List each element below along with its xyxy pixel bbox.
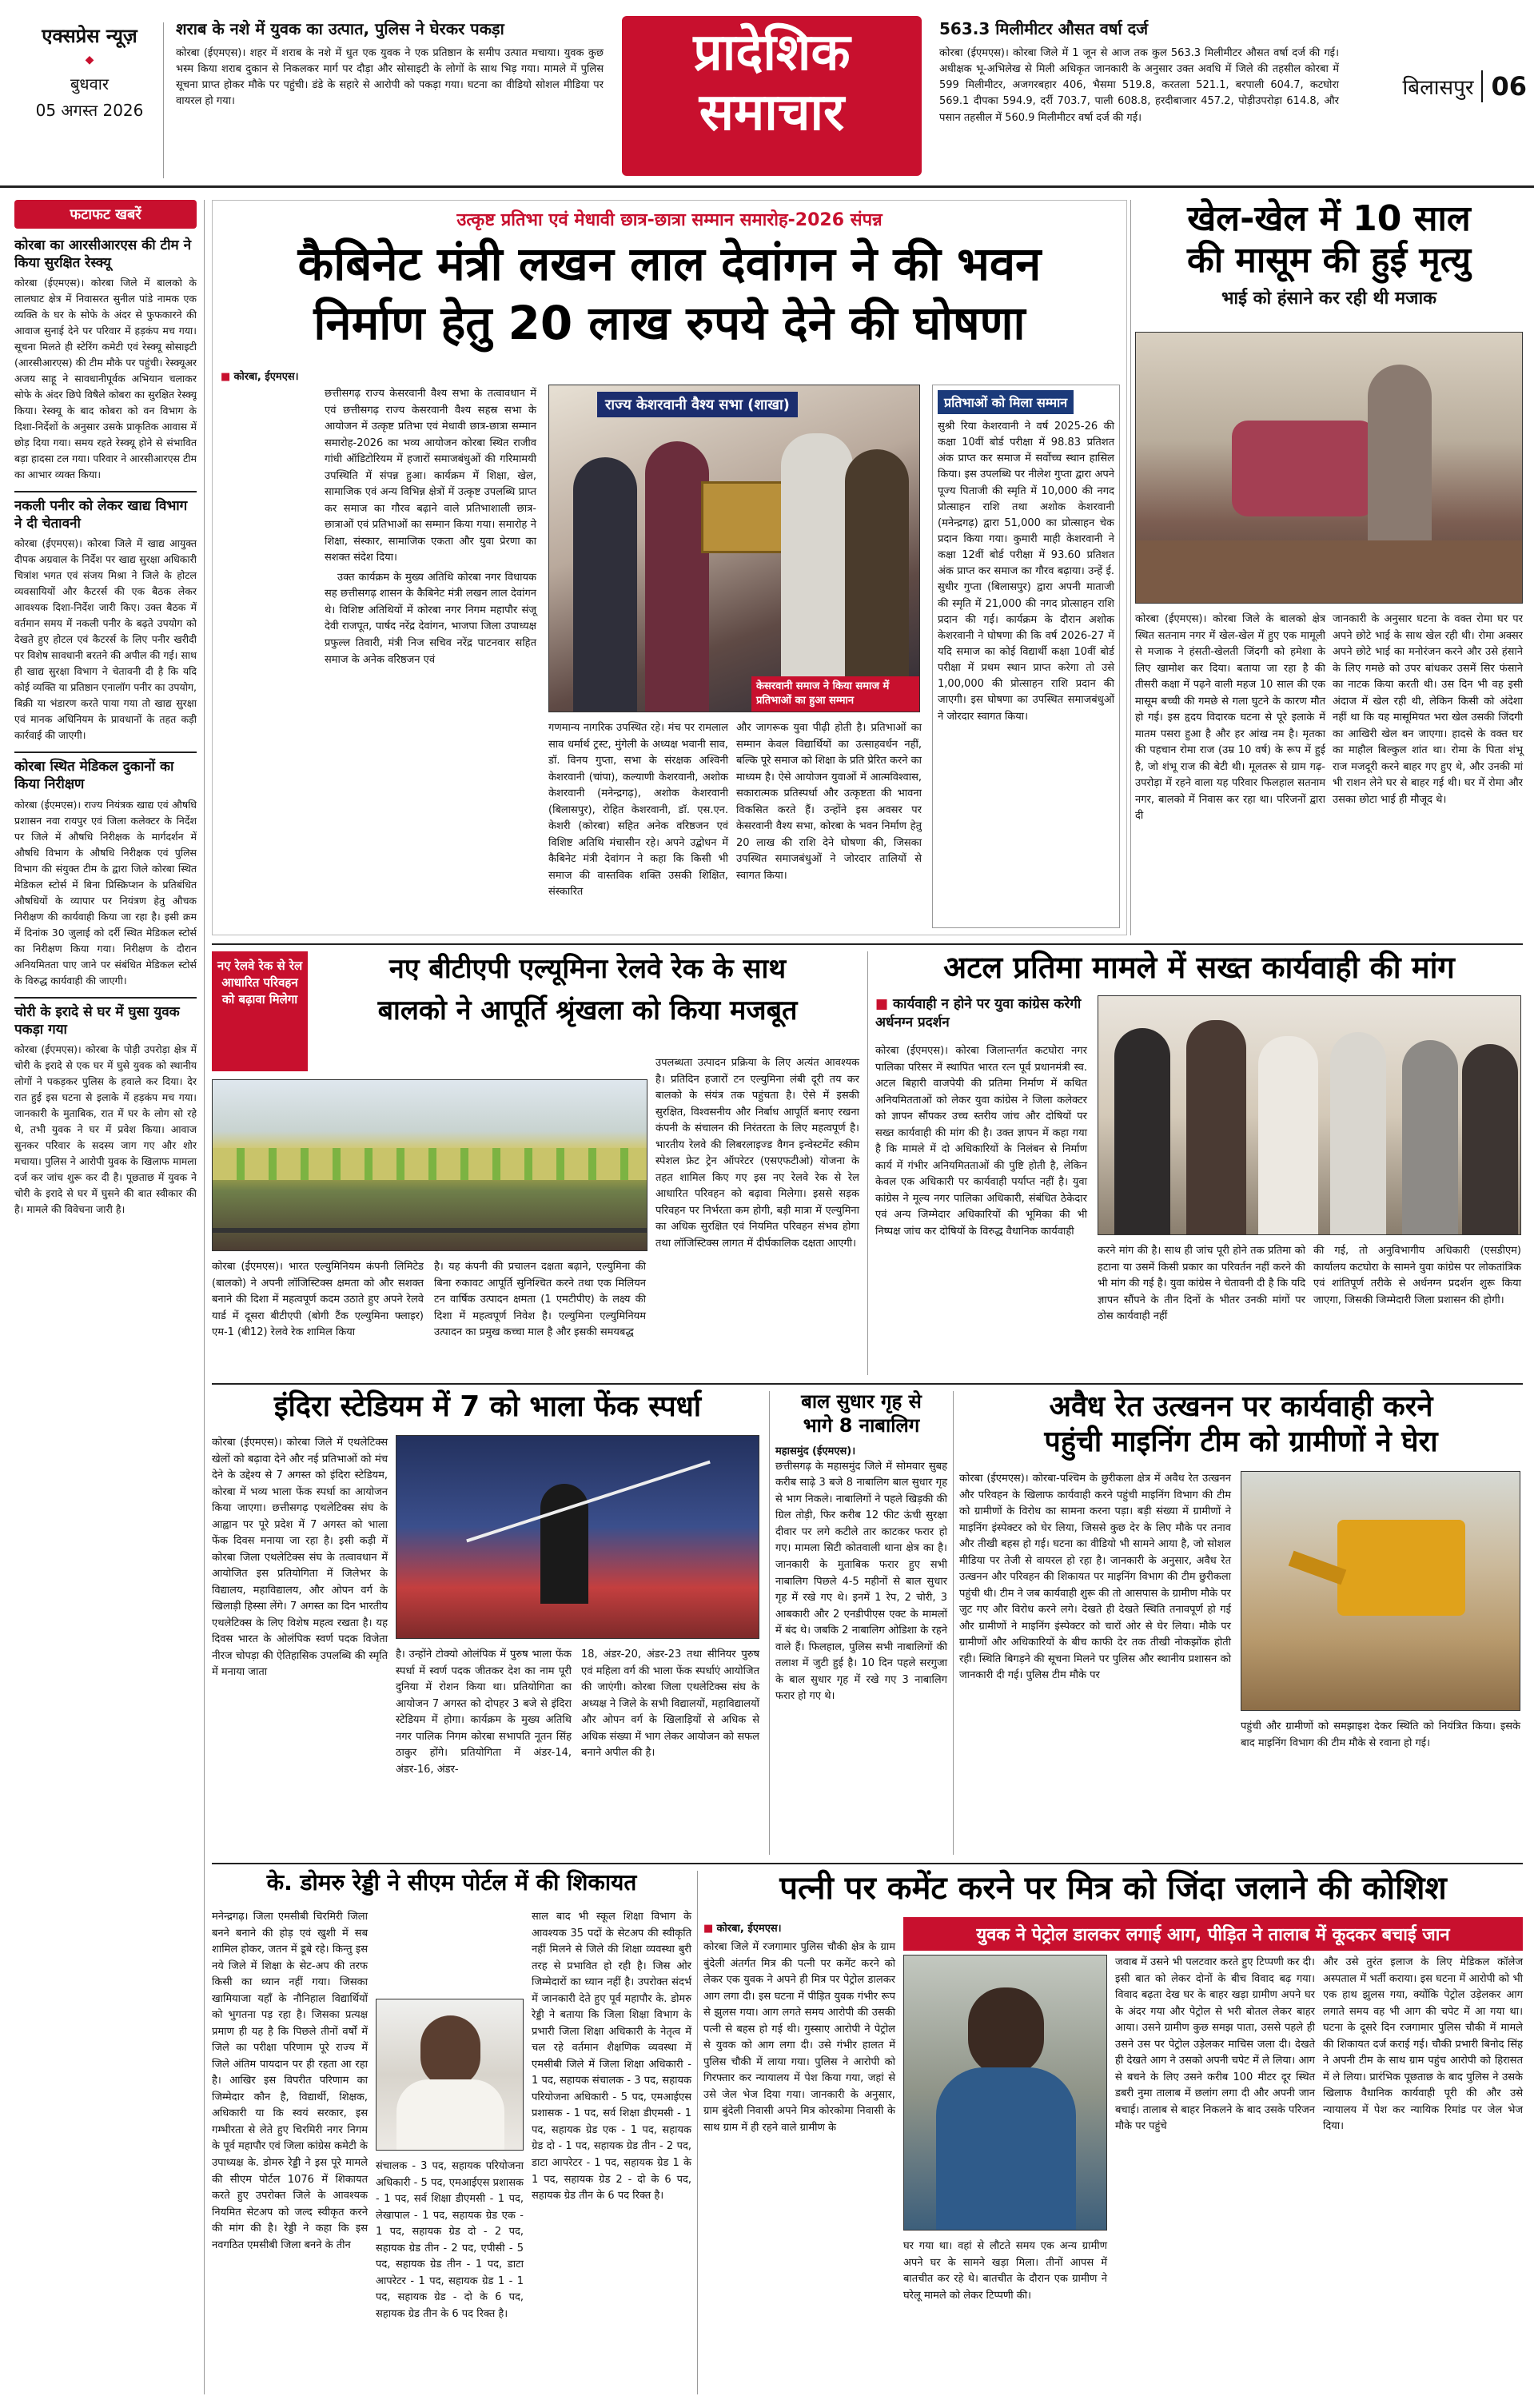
top-left-body: कोरबा (ईएमएस)। शहर में शराब के नशे में धुत एक युवक ने एक प्रतिष्ठान के समीप उत्पात मचाया। युवक कुछ भस्म किया शराब दुकान से निकलकर मार्ग पर दौड़ा और सोसाइटी के लोगों के साथ भिड़ गया। मामले में पुलिस सूचना प्राप्त होकर मौके पर पहुंची। डंडे के सहारे से आरोपी को पकड़ा गया। घटना का वीडियो सोशल मीडिया पर वायरल हो गया। — [176, 47, 604, 108]
sidebar — [14, 200, 197, 2394]
javelin-body-3-text: 18, अंडर-20, अंडर-23 तथा सीनियर पुरुष एवं महिला वर्ग की भाला फेंक स्पर्धाएं आयोजित की जाएंगी। कोरबा जिला एथलेटिक्स संघ के अध्यक्ष ने जिले के सभी विद्यालयों, महाविद्यालयों और ओपन वर्ग के खिलाड़ियों से अधिक से अधिक संख्या में भाग लेकर आयोजन को सफल बनाने अपील की है। — [581, 1649, 759, 1760]
rail-body-3 — [655, 1055, 859, 1252]
lead-body-2 — [548, 720, 728, 901]
child-subhead: भाई को हंसाने कर रही थी मजाक — [1221, 288, 1437, 309]
reddy-headline: के. डोमरु रेड्डी ने सीएम पोर्टल में की शिकायत — [266, 1869, 637, 1896]
juvenile-headline-2: भागे 8 नाबालिग — [803, 1414, 920, 1437]
fire-subhead — [903, 1917, 1523, 1951]
sand-headline-2: पहुंची माइनिंग टीम को ग्रामीणों ने घेरा — [1044, 1425, 1438, 1458]
reddy-body-1-text: मनेन्द्रगढ़। जिला एमसीबी चिरमिरी जिला बनने बनाने की होड़ एवं खुशी में सब शामिल होकर, जतन में डूबे रहे। किन्तु इस नये जिले में शिक्षा के सेट-अप की तरफ किसी का ध्यान नहीं गया। जिसका खामियाजा यहाँ के नौनिहाल विद्यार्थियों को भुगतना पड़ रहा है। जिसका प्रत्यक्ष प्रमाण ही यह है कि पिछले तीनों वर्षों में जिले का परीक्षा परिणाम पूरे राज्य में जिले अंतिम पायदान पर ही रहता आ रहा है। आखिर इस विपरीत परिणाम का जिम्मेदार कौन है, विद्यार्थी, शिक्षक, अधिकारी या कि स्वयं सरकार, इस गम्भीरता से लेते हुए चिरमिरी नगर निगम के पूर्व महापौर एवं जिला कांग्रेस कमेटी के उपाध्यक्ष के. डोमरु रेड्डी ने इस पूरे मामले की सीएम पोर्टल 1076 में शिकायत करते हुए उपरोक्त जिले के आवश्यक नियमित सेटअप को जल्द स्वीकृत करने की मांग की है। रेड्डी ने कहा कि इस नवगठित एमसीबी जिला बनने के तीन — [212, 1911, 368, 2251]
sidebar-item-body: कोरबा (ईएमएस)। कोरबा जिले में खाद्य आयुक्त दीपक अग्रवाल के निर्देश पर खाद्य सुरक्षा अधिकारी चित्रांश भगत एवं संजय मिश्रा ने जिले के होटल व्यवसायियों और कैटरर्स की एक बैठक लेकर आवश्यक दिशा-निर्देश जारी किए। उक्त बैठक में वर्तमान समय में नकली पनीर के बढ़ते उपयोग को देखते हुए होटल एवं कैटरर्स के लिए पनीर खरीदी पर विशेष सावधानी बरतने की अपील की गई। साथ ही खाद्य सुरक्षा विभाग ने चेतावनी दी है कि यदि कोई व्यक्ति या प्रतिष्ठान एनालॉग पनीर का उपयोग, बिक्री या भंडारण करते पाया गया तो खाद्य सुरक्षा एवं मानक अधिनियम के प्रावधानों के तहत कड़ी कार्रवाई की जाएगी। — [14, 537, 197, 742]
statue-body-3-text: की गई, तो अनुविभागीय अधिकारी (एसडीएम) कार्यालय कटघोरा के सामने युवा कांग्रेस पर लोकतांत्रिक एवं शांतिपूर्ण तरीके से अर्धनग्न प्रदर्शन शुरू किया जाएगा, जिसकी जिम्मेदारी जिला प्रशासन की होगी। — [1313, 1245, 1521, 1306]
masthead — [0, 0, 1534, 188]
lead-kicker: उत्कृष्ट प्रतिभा एवं मेधावी छात्र-छात्रा सम्मान समारोह-2026 संपन्न — [456, 210, 883, 230]
sand-story — [959, 1391, 1523, 1855]
rail-body-2 — [434, 1259, 646, 1342]
lead-photo-caption: केसरवानी समाज ने किया समाज में प्रतिभाओं का हुआ सम्मान — [751, 676, 919, 712]
sidebar-item-title: कोरबा स्थित मेडिकल दुकानों का किया निरीक्षण — [14, 759, 174, 793]
rail-tag-text: नए रेलवे रेक से रेल आधारित परिवहन को बढ़ावा मिलेगा — [217, 959, 303, 1007]
sidebar-header-label: फटाफट खबरें — [70, 206, 141, 223]
child-body-1-text: कोरबा (ईएमएस)। कोरबा जिले के बालको क्षेत्र स्थित सतनाम नगर में खेल-खेल में हुए एक मामूली से मजाक ने हंसती-खेलती जिंदगी को हमेशा के लिए खामोश कर दिया। बताया जा रहा है की तीसरी कक्षा में पढ़ने वाली महज 10 साल की एक मासूम बच्ची की गमछे से गला घुटने के कारण मौत हो गई। इस हृदय विदारक घटना से पूरे इलाके में मातम पसरा हुआ है और हर आंख नम है। मृतका की पहचान रोमा राज (उम्र 10 वर्ष) के रूप में हुई है, जो शंभू राज की बेटी थी। मूलतरू से ग्राम गढ़-उपरोड़ा में रहने वाला यह परिवार फिलहाल सतनाम नगर, बालको में निवास कर रहा था। परिजनों द्वारा दी — [1135, 613, 1325, 823]
issue-date: 05 अगस्त 2026 — [35, 101, 144, 120]
fire-body-4 — [1323, 1955, 1523, 2135]
statue-body-2 — [1098, 1243, 1305, 1326]
javelin-photo — [396, 1435, 759, 1639]
top-left-headline: शराब के नशे में युवक का उत्पात, पुलिस ने घेरकर पकड़ा — [176, 19, 504, 38]
lead-body-2-text: गणमान्य नागरिक उपस्थित रहे। मंच पर रामलाल साव धर्मार्थ ट्रस्ट, मुंगेली के अध्यक्ष भवानी साव, डॉ. विनय गुप्ता, सभा के संरक्षक अश्विनी केशरवानी (चांपा), कल्याणी केशरवानी, अशोक केशरवानी (मनेन्द्रगढ़), अशोक केशरवानी (बिलासपुर), रोहित केशरवानी, डॉ. एस.एन. केशरी (कोरबा) सहित अनेक वरिष्ठजन एवं विशिष्ट अतिथि मंचासीन रहे। अपने उद्बोधन में कैबिनेट मंत्री देवांगन ने कहा कि किसी भी समाज की वास्तविक शक्ति उसकी शिक्षित, संस्कारित — [548, 722, 728, 899]
rail-photo — [212, 1079, 647, 1251]
reddy-body-2-text: साल बाद भी स्कूल शिक्षा विभाग के आवश्यक 35 पदों के सेटअप की स्वीकृति नहीं मिलने से जिले की शिक्षा व्यवस्था बुरी तरह से प्रभावित हो रही है। जिस ओर जिम्मेदारों का ध्यान नहीं है। उपरोक्त संदर्भ में जानकारी देते हुए पूर्व महापौर के. डोमरु रेड्डी ने बताया कि जिला शिक्षा विभाग के प्रभारी जिला शिक्षा अधिकारी के नेतृत्व में चल रहे वर्तमान शैक्षणिक व्यवस्था में एमसीबी जिले में जिला शिक्षा अधिकारी - 1 पद, सहायक संचालक - 3 पद, सहायक परियोजना अधिकारी - 5 पद, एमआईएस प्रशासक - 1 पद, सर्व शिक्षा डीएमसी - 1 पद, सहायक ग्रेड एक - 1 पद, सहायक ग्रेड दो - 1 पद, सहायक ग्रेड तीन - 2 पद, डाटा आपरेटर - 1 पद, सहायक ग्रेड 1 के 1 पद, सहायक ग्रेड 2 - दो के 6 पद, सहायक ग्रेड तीन के 6 पद रिक्त है। — [532, 1911, 691, 2203]
juvenile-story — [775, 1391, 947, 1855]
fire-body-2-text: घर गया था। वहां से लौटते समय एक अन्य ग्रामीण अपने घर के सामने खड़ा मिला। तीनों आपस में बातचीत कर रहे थे। बातचीत के दौरान एक ग्रामीण ने घरेलू मामले को लेकर टिप्पणी की। — [903, 2240, 1107, 2302]
lead-sidebox — [932, 385, 1120, 928]
lead-body-3 — [736, 720, 922, 884]
sand-body-1-text: कोरबा (ईएमएस)। कोरबा-पश्चिम के छुरीकला क्षेत्र में अवैध रेत उत्खनन और परिवहन के खिलाफ कार्यवाही करने पहुंची माइनिंग विभाग की टीम को ग्रामीणों के विरोध का सामना करना पड़ा। बड़ी संख्या में ग्रामीणों ने माइनिंग इंस्पेक्टर को घेर लिया, जिससे कुछ देर के लिए मौके पर तनाव और तीखी बहस हो गई। घटना का वीडियो भी सामने आया है, जो सोशल मीडिया पर तेजी से वायरल हो रहा है। जानकारी के अनुसार, अवैध रेत उत्खनन और परिवहन की शिकायत पर माइनिंग विभाग की टीम छुरीकला पहुंची थी। टीम ने जब कार्यवाही शुरू की तो आसपास के ग्रामीण मौके पर जुट गए और विरोध करने लगे। देखते ही देखते स्थिति तनावपूर्ण हो गई और ग्रामीणों ने माइनिंग इंस्पेक्टर को चारों ओर से घेर लिया। मौके पर ग्रामीणों और अधिकारियों के बीच काफी देर तक तीखी नोकझोंक होती रही। स्थिति बिगड़ने की सूचना मिलने पर पुलिस और स्थानीय प्रशासन को जानकारी दी गई। पुलिस टीम मौके पर — [959, 1473, 1231, 1682]
paper-brand — [16, 22, 164, 178]
top-right-headline: 563.3 मिलीमीटर औसत वर्षा दर्ज — [939, 19, 1149, 38]
sidebar-item — [14, 497, 197, 744]
fire-story — [703, 1871, 1523, 2394]
lead-dateline — [221, 369, 428, 383]
statue-tag-text: कार्यवाही न होने पर युवा कांग्रेस करेगी अर्धनग्न प्रदर्शन — [875, 996, 1082, 1031]
javelin-body-1-text: कोरबा (ईएमएस)। कोरबा जिले में एथलेटिक्स खेलों को बढ़ावा देने और नई प्रतिभाओं को मंच देने के उद्देश्य से 7 अगस्त को इंदिरा स्टेडियम, कोरबा में भव्य भाला फेंक स्पर्धा का आयोजन किया जाएगा। छत्तीसगढ़ एथलेटिक्स संघ के आह्वान पर पूरे प्रदेश में 7 अगस्त को भाला फेंक दिवस मनाया जा रहा है। इसी कड़ी में कोरबा जिला एथलेटिक्स संघ के तत्वावधान में आयोजित इस प्रतियोगिता में जिलेभर के विद्यालय, महाविद्यालय, और ओपन वर्ग के खिलाड़ी हिस्सा लेंगे। 7 अगस्त का दिन भारतीय एथलेटिक्स के लिए विशेष महत्व रखता है। यह दिवस भारत के ओलंपिक स्वर्ण पदक विजेता नीरज चोपड़ा की ऐतिहासिक उपलब्धि की स्मृति में मनाया जाता — [212, 1437, 388, 1679]
reddy-body-2 — [532, 1909, 691, 2205]
javelin-body-2-text: है। उन्होंने टोक्यो ओलंपिक में पुरुष भाला फेंक स्पर्धा में स्वर्ण पदक जीतकर देश का नाम पूरी दुनिया में रोशन किया था। प्रतियोगिता का आयोजन 7 अगस्त को दोपहर 3 बजे से इंदिरा स्टेडियम में होगा। कार्यक्रम के मुख्य अतिथि नगर पालिक निगम कोरबा सभापति नूतन सिंह ठाकुर होंगे। प्रतियोगिता में अंडर-14, अंडर-16, अंडर- — [396, 1649, 572, 1776]
sand-body-2-text: पहुंची और ग्रामीणों को समझाइश देकर स्थिति को नियंत्रित किया। इसके बाद माइनिंग विभाग की टीम मौके से रवाना हो गई। — [1241, 1720, 1520, 1749]
reddy-body-1 — [212, 1909, 368, 2254]
javelin-body-3 — [581, 1647, 759, 1762]
child-headline-2: की मासूम की हुई मृत्यु — [1187, 240, 1471, 281]
lead-sidebox-body: सुश्री रिया केशरवानी ने वर्ष 2025-26 की कक्षा 10वीं बोर्ड परीक्षा में 98.83 प्रतिशत अंक प्राप्त कर समाज में सर्वोच्च स्थान हासिल किया। इस उपलब्धि पर नीलेश गुप्ता द्वारा अपने पूज्य पिताजी की स्मृति में 10,000 की नगद प्रोत्साहन राशि तथा अशोक केशरवानी (मनेन्द्रगढ़) द्वारा 51,000 का प्रोत्साहन चेक प्रदान किया गया। कुमारी माही केशरवानी ने कक्षा 12वीं बोर्ड परीक्षा में 93.60 प्रतिशत अंक प्राप्त कर समाज का गौरव बढ़ाया। उन्हें ई. सुधीर गुप्ता (बिलासपुर) द्वारा अपनी माताजी की स्मृति में 21,000 की नगद प्रोत्साहन राशि प्रदान की गई। कार्यक्रम के दौरान अशोक केशरवानी ने घोषणा की कि वर्ष 2026-27 में यदि समाज का कोई विद्यार्थी कक्षा 10वीं बोर्ड परीक्षा में प्रथम स्थान प्राप्त करेगा तो उसे 1,00,000 की प्रोत्साहन राशि प्रदान की जाएगी। इस घोषणा का उपस्थित समाजबंधुओं ने जोरदार स्वागत किया। — [938, 421, 1114, 723]
reddy-body-3 — [376, 2159, 524, 2322]
bullet-icon: ■ — [875, 996, 889, 1012]
rail-headline-2: बालको ने आपूर्ति श्रृंखला को किया मजबूत — [377, 995, 798, 1027]
child-body-2 — [1333, 612, 1523, 808]
sidebar-item-body: कोरबा (ईएमएस)। कोरबा जिले में बालको के लालघाट क्षेत्र में निवासरत सुनील पांडे नामक एक व्यक्ति के घर के सोफे के अंदर से फुफकारने की आवाज सुनाई देने पर परिवार में हड़कंप मच गया। सूचना मिलते ही स्टेरिंग कमेटी एवं रेस्क्यू सोसाइटी (आरसीआरएस) की टीम मौके पर पहुंची। रेस्क्यूअर अजय साहू ने सावधानीपूर्वक अभियान चलाकर सोफे के अंदर छिपे विषैले कोबरा का सुरक्षित रेस्क्यू किया। रेस्क्यू के बाद कोबरा को वन विभाग के दिशा-निर्देशों के अनुसार उसके प्राकृतिक आवास में छोड़ दिया गया। समय रहते रेस्क्यू होने से संभावित बड़ा हादसा टल गया। परिवार ने आरसीआरएस टीम का आभार व्यक्त किया। — [14, 277, 197, 481]
fire-headline: पत्नी पर कमेंट करने पर मित्र को जिंदा जलाने की कोशिश — [779, 1870, 1447, 1907]
paper-name: एक्सप्रेस न्यूज़ — [42, 25, 137, 47]
lead-story — [212, 200, 1127, 935]
statue-story — [875, 951, 1523, 1375]
sidebar-item — [14, 237, 197, 483]
child-headline-1: खेल-खेल में 10 साल — [1187, 198, 1471, 239]
rail-body-1 — [212, 1259, 424, 1342]
fire-body-4-text: और उसे तुरंत इलाज के लिए मेडिकल कॉलेज अस्पताल में भर्ती कराया। इस घटना में आरोपी को भी एक हाथ झुलस गया, क्योंकि पेट्रोल उड़ेलकर आग लगाते समय वह भी आग की चपेट में आ गया था। घटना के दूसरे दिन रजगामार पुलिस चौकी में मामले की शिकायत दर्ज कराई गई। चौकी प्रभारी बिनोद सिंह ने अपनी टीम के साथ ग्राम पहुंच आरोपी को हिरासत में ले लिया। प्रारंभिक पूछताछ के बाद पुलिस ने उसके खिलाफ वैधानिक कार्यवाही पूरी की और उसे न्यायालय में पेश कर न्यायिक रिमांड पर जेल भेज दिया। — [1323, 1956, 1523, 2133]
sidebar-item-body: कोरबा (ईएमएस)। कोरबा के पोड़ी उपरोड़ा क्षेत्र में चोरी के इरादे से एक घर में घुसे युवक को स्थानीय लोगों ने पकड़कर पुलिस के हवाले कर दिया। देर रात हुई इस घटना से इलाके में हड़कंप मच गया। जानकारी के मुताबिक, रात में घर के लोग सो रहे थे, तभी युवक ने घर में प्रवेश किया। आवाज सुनकर परिवार के सदस्य जाग गए और शोर मचाया। पुलिस ने आरोपी युवक के खिलाफ मामला दर्ज कर जांच शुरू कर दी है। पूछताछ में युवक ने चोरी के इरादे से घर में घुसने की बात स्वीकार की है। मामले की विवेचना जारी है। — [14, 1043, 197, 1215]
section-title-1: प्रादेशिक — [693, 23, 851, 82]
juvenile-dateline: महासमुंद (ईएमएस)। — [775, 1445, 856, 1457]
bullet-icon: ■ — [703, 1923, 714, 1935]
javelin-body-1 — [212, 1435, 388, 1681]
fire-dateline-text: कोरबा, ईएमएस। — [716, 1923, 782, 1935]
fire-subhead-text: युवक ने पेट्रोल डालकर लगाई आग, पीड़ित ने तालाब में कूदकर बचाई जान — [976, 1925, 1450, 1945]
child-photo — [1135, 332, 1523, 604]
lead-body-1 — [325, 386, 536, 668]
rail-body-2-text: है। यह कंपनी की प्रचालन दक्षता बढ़ाने, एल्युमिना की बिना रुकावट आपूर्ति सुनिश्चित करने तथा एक मिलियन टन वार्षिक उत्पादन क्षमता (1 एमटीपीए) के लक्ष्य की दिशा में महत्वपूर्ण निवेश है। एल्युमिना एल्युमिनियम उत्पादन का प्रमुख कच्चा माल है और इसकी समयबद्ध — [434, 1261, 646, 1339]
sidebar-item-body: कोरबा (ईएमएस)। राज्य नियंत्रक खाद्य एवं औषधि प्रशासन नवा रायपुर एवं जिला कलेक्टर के निर्देश पर जिले में औषधि निरीक्षक के मार्गदर्शन में औषधि विभाग के औषधि निरीक्षक एवं पुलिस विभाग की संयुक्त टीम के द्वारा जिले कोरबा स्थित मेडिकल स्टोर्स में बिना प्रिस्क्रिप्शन के प्रतिबंधित औषधियों के व्यापार पर नियंत्रण हेतु औचक निरीक्षण की कार्यवाही किया जा रहा है। इसी क्रम में दिनांक 30 जुलाई को दर्री स्थित मेडिकल स्टोर्स का निरीक्षण किया गया। निरीक्षण के दौरान अनियमितता पाए जाने पर संबंधित मेडिकल स्टोर्स के विरुद्ध कार्यवाही की जाएगी। — [14, 798, 197, 987]
statue-tag — [875, 995, 1087, 1032]
rail-tag — [212, 951, 308, 1071]
top-right-story — [939, 18, 1339, 126]
section-title-2: समाचार — [699, 82, 845, 142]
sidebar-item-title: नकली पनीर को लेकर खाद्य विभाग ने दी चेतावनी — [14, 498, 188, 532]
lead-body-1a: छत्तीसगढ़ राज्य केसरवानी वैश्य सभा के तत्वावधान में एवं छत्तीसगढ़ राज्य केसरवानी वैश्य सहस्र सभा के आयोजन में उत्कृष्ट प्रतिभा एवं मेधावी छात्र-छात्रा सम्मान समारोह-2026 का भव्य आयोजन कोरबा स्थित राजीव गांधी ऑडिटोरियम में हजारों समाजबंधुओं की गरिमामयी उपस्थिति में संपन्न हुआ। कार्यक्रम में शिक्षा, खेल, सामाजिक एवं अन्य विभिन्न क्षेत्रों में उत्कृष्ट उपलब्धि प्राप्त कर समाज का गौरव बढ़ाने वाले प्रतिभाशाली छात्र-छात्राओं एवं प्रतिभाओं का सम्मान किया गया। समारोह ने शिक्षा, संस्कार, सामाजिक एकता और युवा प्रेरणा का सशक्त संदेश दिया। — [325, 388, 536, 564]
sidebar-item-title: चोरी के इरादे से घर में घुसा युवक पकड़ा गया — [14, 1003, 180, 1038]
sand-body-2 — [1241, 1719, 1520, 1752]
reddy-photo — [376, 1999, 524, 2151]
child-body-2-text: जानकारी के अनुसार घटना के वक्त रोमा घर पर अपने छोटे भाई के साथ खेल रही थी। रोमा अक्सर अपने छोटे भाई का मनोरंजन करने और उसे हंसाने के लिए गमछे को उपर बांधकर उसमें सिर फंसाने का नाटक किया करती थी। उस दिन भी वह इसी अंदाज में खेल रही थी, लेकिन किसी को अंदेशा नहीं था कि यह मासूमियत भरा खेल उसकी जिंदगी का आखिरी खेल बन जाएगा। हादसे के वक्त घर का माहौल बिल्कुल शांत था। रोमा के पिता शंभू राज मजदूरी करने बाहर गए हुए थे, और उनकी मां भी राशन लेने घर से बाहर गई थी। घर में रोमा और उसका छोटा भाई ही मौजूद थे। — [1333, 613, 1523, 806]
rail-headline-1: नए बीटीएपी एल्यूमिना रेलवे रेक के साथ — [388, 953, 787, 985]
top-right-body: कोरबा (ईएमएस)। कोरबा जिले में 1 जून से आज तक कुल 563.3 मिलीमीटर औसत वर्षा दर्ज की गई। अधीक्षक भू-अभिलेख से मिली अधिकृत जानकारी के अनुसार उक्त अवधि में जिले की तहसील कोरबा में 599 मिलीमीटर, अजगरबहार 406, भैसमा 519.8, करतला 521.1, बरपाली 604.7, कटघोरा 569.1 दीपका 594.9, दर्री 703.7, पाली 608.8, हरदीबाजार 457.2, पोड़ीउपरोड़ा 614.8, और पसान तहसील में 560.9 मिलीमीटर वर्षा दर्ज की गई। — [939, 47, 1339, 124]
rail-body-1-text: कोरबा (ईएमएस)। भारत एल्युमिनियम कंपनी लिमिटेड (बालको) ने अपनी लॉजिस्टिक्स क्षमता को और सशक्त बनाने की दिशा में महत्वपूर्ण कदम उठाते हुए अपने रेलवे यार्ड में दूसरा बीटीएपी (बोगी टैंक एल्युमिना फ्लाइर) एम-1 (बी12) रेलवे रेक शामिल किया — [212, 1261, 424, 1339]
javelin-story — [212, 1391, 763, 1855]
diamond-icon: ◆ — [85, 54, 94, 66]
sand-photo — [1241, 1471, 1520, 1711]
issue-day: बुधवार — [70, 74, 110, 94]
juvenile-body: छत्तीसगढ़ के महासमुंद जिले में सोमवार सुबह करीब साढ़े 3 बजे 8 नाबालिग बाल सुधार गृह से भाग निकले। नाबालिगों ने पहले खिड़की की ग्रिल तोड़ी, फिर करीब 12 फीट ऊंची सुरक्षा दीवार पर लगे कटीले तार काटकर फरार हो गए। मामला सिटी कोतवाली थाना क्षेत्र का है। जानकारी के मुताबिक फरार हुए सभी नाबालिग पिछले 4-5 महीनों से बाल सुधार गृह में रखे गए थे। इनमें 1 रेप, 2 चोरी, 3 आबकारी और 2 एनडीपीएस एक्ट के मामलों में बंद थे। जबकि 2 नाबालिग ओडिशा के रहने वाले हैं। फिलहाल, पुलिस सभी नाबालिगों की तलाश में जुटी हुई है। 10 दिन पहले सरगुजा के बाल सुधार गृह में रखे गए 3 नाबालिग फरार हो गए थे। — [775, 1460, 947, 1703]
fire-body-3-text: जवाब में उसने भी पलटवार करते हुए टिप्पणी कर दी। इसी बात को लेकर दोनों के बीच विवाद बढ़ गया। विवाद बढ़ता देख घर के बाहर खड़ा ग्रामीण अपने घर के अंदर गया और पेट्रोल से भरी बोतल लेकर बाहर आया। उसने ग्रामीण कुछ समझ पाता, उससे पहले ही उसने उस पर पेट्रोल उड़ेलकर माचिस जला दी। देखते ही देखते आग ने उसको अपनी चपेट में ले लिया। आग से बचने के लिए उसने करीब 100 मीटर दूर स्थित डबरी नुमा तालाब में छलांग लगा दी और अपनी जान बचाई। तालाब से बाहर निकलने के बाद उसके परिजन मौके पर पहुंचे — [1115, 1956, 1315, 2133]
lead-headline-1: कैबिनेट मंत्री लखन लाल देवांगन ने की भवन — [297, 237, 1042, 291]
statue-body-2-text: करने मांग की है। साथ ही जांच पूरी होने तक प्रतिमा को हटाना या उसमें किसी प्रकार का परिवर्तन नहीं करने की भी मांग की गई है। युवा कांग्रेस ने चेतावनी दी है कि यदि ज्ञापन सौंपने के तीन दिनों के भीतर उनकी मांगों पर ठोस कार्यवाही नहीं — [1098, 1245, 1305, 1323]
section-banner — [622, 16, 922, 176]
lead-body-3-text: और जागरूक युवा पीढ़ी होती है। प्रतिभाओं का सम्मान केवल विद्यार्थियों का उत्साहवर्धन नहीं, बल्कि पूरे समाज को शिक्षा के प्रति प्रेरित करने का माध्यम है। ऐसे आयोजन युवाओं में आत्मविश्वास, सकारात्मक प्रतिस्पर्धा और उत्कृष्टता की भावना विकसित करते हैं। उन्होंने इस अवसर पर केसरवानी वैश्य सभा, कोरबा के भवन निर्माण हेतु 20 लाख की राशि देने घोषणा की, जिसका उपस्थित समाजबंधुओं ने जोरदार तालियों से स्वागत किया। — [736, 722, 922, 882]
fire-photo — [903, 1955, 1107, 2231]
sand-body-1 — [959, 1471, 1231, 1684]
statue-headline: अटल प्रतिमा मामले में सख्त कार्यवाही की मांग — [943, 950, 1455, 985]
reddy-body-3-text: संचालक - 3 पद, सहायक परियोजना अधिकारी - 5 पद, एमआईएस प्रशासक - 1 पद, सर्व शिक्षा डीएमसी - 1 पद, लेखापाल - 1 पद, सहायक ग्रेड एक - 1 पद, सहायक ग्रेड दो - 2 पद, सहायक ग्रेड तीन - 2 पद, एपीसी - 5 पद, सहायक ग्रेड तीन - 1 पद, डाटा आपरेटर - 1 पद, सहायक ग्रेड 1 - 1 पद, सहायक ग्रेड - दो के 6 पद, सहायक ग्रेड तीन के 6 पद रिक्त है। — [376, 2160, 524, 2320]
statue-photo — [1098, 995, 1521, 1235]
rail-body-3-text: उपलब्धता उत्पादन प्रक्रिया के लिए अत्यंत आवश्यक है। प्रतिदिन हजारों टन एल्युमिना लंबी दूरी तय कर बालको के संयंत्र तक पहुंचता है। ऐसे में इसकी सुरक्षित, विश्वसनीय और निर्बाध आपूर्ति बनाए रखना कंपनी के संचालन की निरंतरता के लिए महत्वपूर्ण है। भारतीय रेलवे की लिबरलाइज्ड वैगन इन्वेस्टमेंट स्कीम स्पेशल फ्रेट ट्रेन ऑपरेटर (एसएफटीओ) योजना के तहत शामिल किए गए इस नए रेलवे रेक से रेल आधारित परिवहन को बढ़ावा मिलेगा। इससे सड़क परिवहन पर निर्भरता कम होगी, बड़ी मात्रा में एल्युमिना का अधिक सुरक्षित एवं नियमित परिवहन संभव होगा तथा लॉजिस्टिक्स लागत में दीर्घकालिक दक्षता आएगी। — [655, 1057, 859, 1250]
sidebar-header — [14, 200, 197, 229]
lead-headline-2: निर्माण हेतु 20 लाख रुपये देने की घोषणा — [313, 296, 1026, 350]
page-number: 06 — [1491, 71, 1527, 102]
fire-body-1 — [703, 1940, 895, 2136]
top-left-story — [176, 18, 604, 110]
fire-dateline — [703, 1920, 895, 1935]
statue-body-3 — [1313, 1243, 1521, 1309]
lead-dateline-text: कोरबा, ईएमएस। — [233, 371, 299, 383]
fire-body-3 — [1115, 1955, 1315, 2135]
child-body-1 — [1135, 612, 1325, 825]
lead-body-1b: उक्त कार्यक्रम के मुख्य अतिथि कोरबा नगर विधायक सह छत्तीसगढ़ शासन के कैबिनेट मंत्री लखन लाल देवांगन थे। विशिष्ट अतिथियों में कोरबा नगर निगम महापौर संजू देवी राजपूत, पार्षद नरेंद्र देवांगन, भाजपा जिला उपाध्यक्ष प्रफुल्ल तिवारी, मंत्री निज सचिव नरेंद्र पाटनवार सहित समाज के अनेक वरिष्ठजन एवं — [325, 571, 536, 666]
child-death-story — [1135, 200, 1523, 935]
sidebar-item-title: कोरबा का आरसीआरएस की टीम ने किया सुरक्षित रेस्क्यू — [14, 237, 192, 272]
rail-story — [212, 951, 859, 1375]
statue-body-1-text: कोरबा (ईएमएस)। कोरबा जिलान्तर्गत कटघोरा नगर पालिका परिसर में स्थापित भारत रत्न पूर्व प्रधानमंत्री स्व. अटल बिहारी वाजपेयी की प्रतिमा निर्माण में कथित अनियमितताओं को लेकर युवा कांग्रेस ने जिला कलेक्टर को ज्ञापन सौंपकर उच्च स्तरीय जांच और दोषियों पर सख्त कार्यवाही की मांग की है। उक्त ज्ञापन में कहा गया है कि मामले में दो अधिकारियों के निलंबन से निर्माण कार्य में गंभीर अनियमितताओं की पुष्टि होती है, लेकिन केवल एक अधिकारी पर कार्यवाही पर्याप्त नहीं है। युवा कांग्रेस ने मूल्य नगर पालिका अधिकारी, संबंधित ठेकेदार एवं अन्य जिम्मेदार अधिकारियों की भूमिका की भी निष्पक्ष जांच कर दोषियों के विरुद्ध वैधानिक कार्यवाही — [875, 1045, 1087, 1238]
bullet-icon: ■ — [221, 371, 231, 383]
javelin-body-2 — [396, 1647, 572, 1778]
sidebar-item — [14, 1003, 197, 1218]
juvenile-headline-1: बाल सुधार गृह से — [801, 1390, 922, 1413]
lead-banner: राज्य केशरवानी वैश्य सभा (शाखा) — [597, 392, 798, 417]
page-id — [1359, 70, 1527, 102]
lead-sidebox-title: प्रतिभाओं को मिला सम्मान — [938, 390, 1074, 414]
city-name: बिलासपुर — [1402, 76, 1474, 100]
sand-headline-1: अवैध रेत उत्खनन पर कार्यवाही करने — [1049, 1390, 1433, 1423]
javelin-headline: इंदिरा स्टेडियम में 7 को भाला फेंक स्पर्धा — [273, 1390, 702, 1423]
reddy-story — [212, 1871, 691, 2394]
fire-body-1-text: कोरबा जिले में रजगामार पुलिस चौकी क्षेत्र के ग्राम बुंदेली अंतर्गत मित्र की पत्नी पर कमेंट करने को लेकर एक युवक ने अपने ही मित्र पर पेट्रोल डालकर आग लगा दी। इस घटना में पीड़ित युवक गंभीर रूप से झुलस गया। आग लगते समय आरोपी की उसकी पत्नी से बहस हो गई थी। गुस्साए आरोपी ने पेट्रोल से युवक को आग लगा दी। उसे गंभीर हालत में पुलिस चौकी में लाया गया। पुलिस ने आरोपी को गिरफ्तार कर न्यायालय में पेश किया गया, जहां से उसे जेल भेज दिया गया। जानकारी के अनुसार, ग्राम बुंदेली निवासी अपने मित्र कोरकोमा निवासी के साथ ग्राम में ही रहने वाले ग्रामीण के — [703, 1941, 895, 2134]
sidebar-item — [14, 758, 197, 988]
fire-body-2 — [903, 2239, 1107, 2304]
statue-body-1 — [875, 1043, 1087, 1240]
lead-photo — [548, 385, 920, 712]
